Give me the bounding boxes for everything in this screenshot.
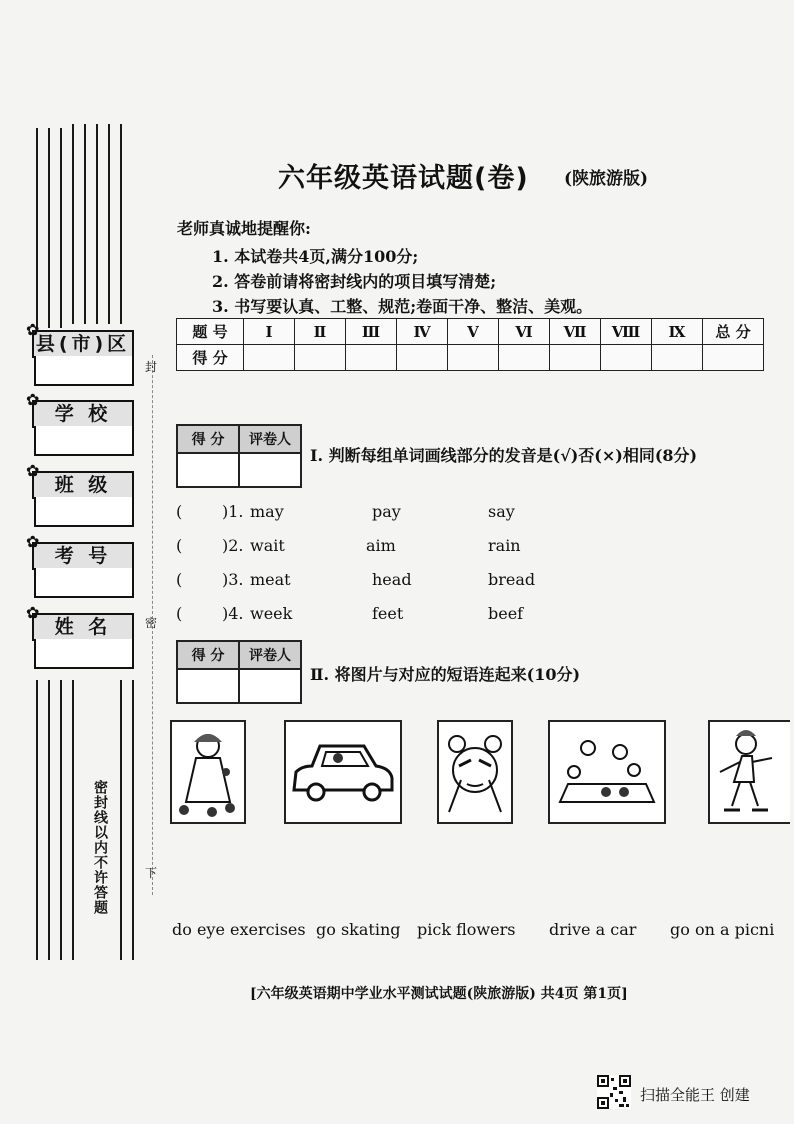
class-label: ✿ 班 级 [32, 471, 134, 499]
score-cell[interactable] [550, 345, 601, 371]
grader-name-label: 评卷人 [239, 425, 301, 453]
score-cell[interactable] [397, 345, 448, 371]
score-cell[interactable] [652, 345, 703, 371]
score-col: Ⅶ [550, 319, 601, 345]
binding-line [36, 128, 38, 328]
seal-note: 密封线以内不许答题 [92, 780, 108, 915]
grader-name-cell[interactable] [239, 669, 301, 703]
car-icon [286, 722, 400, 822]
reminder-heading: 老师真诚地提醒你: [177, 219, 311, 238]
score-cell[interactable] [295, 345, 346, 371]
page-title: 六年级英语试题(卷) [278, 163, 529, 194]
page-subtitle: (陕旅游版) [564, 169, 649, 189]
section-1-heading: I. 判断每组单词画线部分的发音是(√)否(×)相同(8分) [310, 446, 698, 465]
binding-line [84, 124, 86, 324]
phrase[interactable]: pick flowers [417, 920, 516, 939]
score-col: Ⅷ [601, 319, 652, 345]
binding-line [120, 124, 122, 324]
county-field[interactable] [34, 356, 134, 386]
picture-pick-flowers[interactable] [170, 720, 246, 824]
word: may [250, 502, 284, 521]
grader-score-cell[interactable] [177, 453, 239, 487]
grader-name-label: 评卷人 [239, 641, 301, 669]
county-label: ✿ 县(市)区 [32, 330, 134, 358]
picnic-icon [550, 722, 664, 822]
qr-code-icon [597, 1075, 631, 1109]
word: feet [372, 604, 404, 623]
word: say [488, 502, 515, 521]
answer-bracket[interactable]: ( [176, 536, 183, 555]
binding-line [96, 124, 98, 324]
grader-box [176, 640, 302, 704]
school-label: ✿ 学 校 [32, 400, 134, 428]
score-row-label: 题 号 [177, 319, 244, 345]
page-footer: [六年级英语期中学业水平测试试题(陕旅游版) 共4页 第1页] [250, 986, 628, 1002]
phrase[interactable]: go skating [316, 920, 401, 939]
word: bread [488, 570, 536, 589]
answer-bracket[interactable]: ( [176, 502, 183, 521]
binding-line [48, 128, 50, 328]
girl-eyes-icon [439, 722, 511, 822]
girl-skating-icon [710, 722, 790, 822]
picture-go-on-a-picnic[interactable] [548, 720, 666, 824]
exam-number-label: ✿ 考 号 [32, 542, 134, 570]
girl-flowers-icon [172, 722, 244, 822]
word: rain [488, 536, 521, 555]
score-table [176, 318, 764, 371]
score-col: Ⅴ [448, 319, 499, 345]
score-cell[interactable] [601, 345, 652, 371]
score-col: Ⅸ [652, 319, 703, 345]
question-number: )1. [222, 502, 244, 521]
seal-mark-top: 封 [145, 360, 158, 374]
word: wait [250, 536, 285, 555]
score-col-total: 总 分 [703, 319, 764, 345]
binding-line [72, 680, 74, 960]
score-cell[interactable] [346, 345, 397, 371]
score-cell[interactable] [244, 345, 295, 371]
binding-line [60, 128, 62, 328]
reminder-note: 1. 本试卷共4页,满分100分; [212, 247, 419, 266]
score-col: Ⅰ [244, 319, 295, 345]
phrase[interactable]: do eye exercises [172, 920, 306, 939]
score-col: Ⅱ [295, 319, 346, 345]
word: aim [366, 536, 396, 555]
grader-box [176, 424, 302, 488]
binding-line [48, 680, 50, 960]
question-number: )3. [222, 570, 244, 589]
class-field[interactable] [34, 497, 134, 527]
school-field[interactable] [34, 426, 134, 456]
binding-line [36, 680, 38, 960]
binding-line [72, 124, 74, 324]
word: meat [250, 570, 291, 589]
exam-number-field[interactable] [34, 568, 134, 598]
seal-mark-mid: 密 [145, 616, 158, 630]
grader-name-cell[interactable] [239, 453, 301, 487]
phrase[interactable]: drive a car [549, 920, 637, 939]
name-label: ✿ 姓 名 [32, 613, 134, 641]
word: week [250, 604, 293, 623]
score-col: Ⅵ [499, 319, 550, 345]
question-number: )2. [222, 536, 244, 555]
word: pay [372, 502, 401, 521]
picture-drive-a-car[interactable] [284, 720, 402, 824]
grader-score-label: 得 分 [177, 425, 239, 453]
name-field[interactable] [34, 639, 134, 669]
scanner-watermark: 扫描全能王 创建 [640, 1086, 750, 1104]
picture-go-skating[interactable] [708, 720, 790, 824]
seal-mark-bottom: 下 [145, 866, 158, 880]
binding-line [120, 680, 122, 960]
binding-line [108, 124, 110, 324]
score-cell[interactable] [499, 345, 550, 371]
section-2-heading: Ⅱ. 将图片与对应的短语连起来(10分) [310, 665, 581, 684]
grader-score-cell[interactable] [177, 669, 239, 703]
score-cell[interactable] [703, 345, 764, 371]
score-col: Ⅲ [346, 319, 397, 345]
grader-score-label: 得 分 [177, 641, 239, 669]
word: beef [488, 604, 524, 623]
score-row-label: 得 分 [177, 345, 244, 371]
binding-line [132, 680, 134, 960]
question-number: )4. [222, 604, 244, 623]
picture-do-eye-exercises[interactable] [437, 720, 513, 824]
reminder-note: 3. 书写要认真、工整、规范;卷面干净、整洁、美观。 [212, 297, 593, 316]
score-col: Ⅳ [397, 319, 448, 345]
word: head [372, 570, 412, 589]
answer-bracket[interactable]: ( [176, 604, 183, 623]
binding-line [60, 680, 62, 960]
score-cell[interactable] [448, 345, 499, 371]
reminder-note: 2. 答卷前请将密封线内的项目填写清楚; [212, 272, 497, 291]
phrase[interactable]: go on a picni [670, 920, 775, 939]
answer-bracket[interactable]: ( [176, 570, 183, 589]
